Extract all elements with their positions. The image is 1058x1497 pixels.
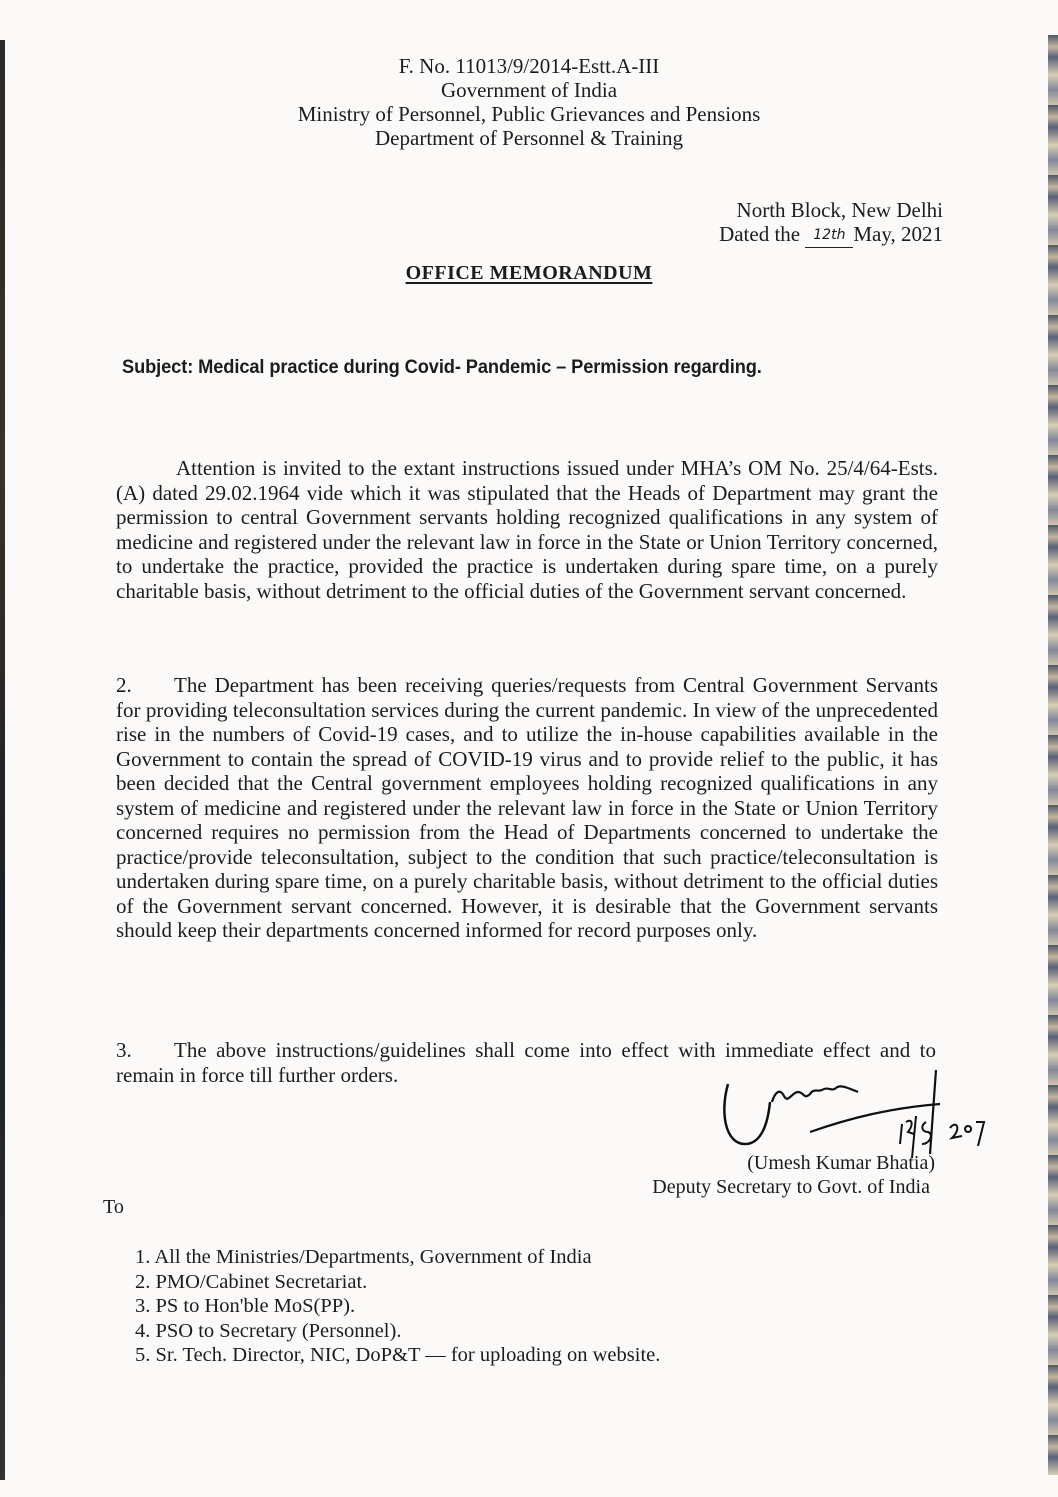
signatory-designation: Deputy Secretary to Govt. of India: [652, 1176, 930, 1198]
scan-edge-left: [0, 40, 5, 1480]
place-date-block: [719, 198, 943, 248]
department-name: Department of Personnel & Training: [375, 126, 683, 150]
scan-edge-right: [1048, 35, 1058, 1475]
paragraph-number: 3.: [116, 1038, 132, 1062]
date-line: [719, 222, 943, 248]
paragraph-2: [116, 673, 938, 943]
paragraph-number: 2.: [116, 673, 132, 697]
distribution-item: 5. Sr. Tech. Director, NIC, DoP&T — for uploading on website.: [135, 1344, 661, 1366]
place: North Block, New Delhi: [736, 198, 943, 222]
government-name: Government of India: [440, 78, 618, 102]
letterhead: [0, 54, 1058, 150]
document-title: OFFICE MEMORANDUM: [405, 262, 653, 284]
file-number: F. No. 11013/9/2014-Estt.A-III: [398, 54, 660, 78]
signature-icon: [700, 1062, 1020, 1162]
handwritten-signature: [700, 1062, 1020, 1162]
distribution-item: 4. PSO to Secretary (Personnel).: [135, 1319, 402, 1342]
paragraph-text: The above instructions/guidelines shall come into effect with immediate effect and to remain in force till further orders.: [116, 1038, 936, 1087]
paragraph-1: [116, 456, 938, 603]
dated-prefix: Dated the: [719, 222, 806, 246]
to-label: To: [103, 1196, 124, 1218]
handwritten-day: 12th: [805, 223, 853, 248]
paragraph-text: Attention is invited to the extant instructions issued under MHA’s OM No. 25/4/64-Ests.(A) dated 29.02.1964 vide which it was stipulated that the Heads of Department may grant the permission to central Government servants holding recognized qualifications in any system of medicine and registered under the relevant law in force in the State or Union Territory concerned, to undertake the practice, provided the practice is undertaken during spare time, on a purely charitable basis, without detriment to the official duties of the Government servant concerned.: [116, 456, 938, 603]
distribution-item: 3. PS to Hon'ble MoS(PP).: [135, 1295, 356, 1317]
ministry-name: Ministry of Personnel, Public Grievances and Pensions: [297, 102, 761, 126]
signatory-name: (Umesh Kumar Bhatia): [747, 1152, 935, 1174]
dated-suffix: May, 2021: [853, 222, 943, 246]
distribution-list: [135, 1245, 660, 1368]
subject-line: Subject: Medical practice during Covid- Pandemic – Permission regarding.: [122, 357, 762, 378]
distribution-item: 2. PMO/Cabinet Secretariat.: [135, 1270, 368, 1293]
paragraph-text: The Department has been receiving queries/requests from Central Government Servants for providing teleconsultation services during the current pandemic. In view of the unprecedented rise in the numbers of Covid-19 cases, and to utilize the in-house capabilities available in the Government to contain the spread of COVID-19 virus and to provide relief to the public, it has been decided that the Central government employees holding recognized qualifications in any system of medicine and registered under the relevant law in force in the State or Union Territory concerned requires no permission from the Head of Departments concerned to undertake the practice/provide teleconsultation, subject to the condition that such practice/teleconsultation is undertaken during spare time, on a purely charitable basis, without detriment to the official duties of the Government servant concerned. However, it is desirable that the Government servants should keep their departments concerned informed for record purposes only.: [116, 673, 938, 942]
distribution-item: 1. All the Ministries/Departments, Government of India: [135, 1246, 592, 1268]
